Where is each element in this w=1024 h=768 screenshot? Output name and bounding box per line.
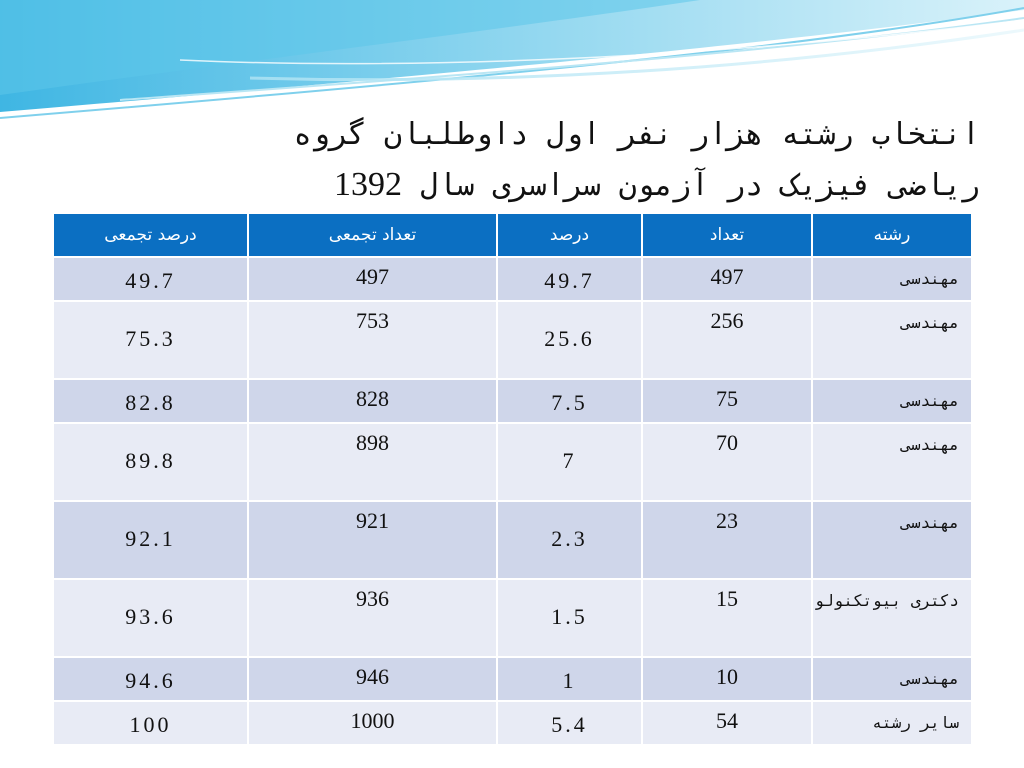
cell-cumulative-count: 936 [248,579,497,657]
table-header-row [53,213,972,257]
cell-count: 75 [642,379,812,423]
cell-cumulative-count: 1000 [248,701,497,745]
page-title [40,110,980,211]
title-year: 1392 [334,166,403,203]
table-row [53,301,972,379]
cell-field: مهندسی [812,501,972,579]
cell-count: 15 [642,579,812,657]
table-row [53,657,972,701]
cell-cumulative-percent: 92.1 [53,501,248,579]
cell-count: 70 [642,423,812,501]
cell-field: مهندسی [812,257,972,301]
cell-field: دکتری بیوتکنولو [812,579,972,657]
cell-count: 10 [642,657,812,701]
cell-cumulative-count: 946 [248,657,497,701]
header-percent: درصد [497,213,642,257]
table-row [53,379,972,423]
cell-field: مهندسی [812,379,972,423]
cell-percent: 7 [497,423,642,501]
table-row [53,423,972,501]
cell-cumulative-percent: 100 [53,701,248,745]
cell-cumulative-percent: 49.7 [53,257,248,301]
table-row [53,257,972,301]
cell-cumulative-percent: 75.3 [53,301,248,379]
header-cumulative-percent: درصد تجمعی [53,213,248,257]
cell-cumulative-percent: 82.8 [53,379,248,423]
cell-field: مهندسی [812,423,972,501]
header-cumulative-count: تعداد تجمعی [248,213,497,257]
cell-percent: 1.5 [497,579,642,657]
header-field: رشته [812,213,972,257]
table-row [53,501,972,579]
cell-percent: 5.4 [497,701,642,745]
cell-cumulative-count: 921 [248,501,497,579]
table-row [53,579,972,657]
cell-field: مهندسی [812,657,972,701]
cell-count: 497 [642,257,812,301]
cell-count: 54 [642,701,812,745]
cell-count: 256 [642,301,812,379]
cell-percent: 49.7 [497,257,642,301]
cell-cumulative-count: 828 [248,379,497,423]
cell-cumulative-count: 753 [248,301,497,379]
title-line-2-text: ریاضی فیزیک در آزمون سراسری سال [420,168,980,203]
cell-field: سایر رشته [812,701,972,745]
cell-percent: 1 [497,657,642,701]
title-line-1: انتخاب رشته هزار نفر اول داوطلبان گروه [293,117,980,152]
results-table [52,212,973,746]
cell-percent: 7.5 [497,379,642,423]
header-count: تعداد [642,213,812,257]
cell-cumulative-percent: 93.6 [53,579,248,657]
cell-count: 23 [642,501,812,579]
title-line-2 [40,160,980,211]
cell-cumulative-count: 497 [248,257,497,301]
table-row [53,701,972,745]
cell-percent: 25.6 [497,301,642,379]
cell-field: مهندسی [812,301,972,379]
cell-cumulative-count: 898 [248,423,497,501]
cell-percent: 2.3 [497,501,642,579]
cell-cumulative-percent: 94.6 [53,657,248,701]
cell-cumulative-percent: 89.8 [53,423,248,501]
decorative-wave-banner [0,0,1024,120]
